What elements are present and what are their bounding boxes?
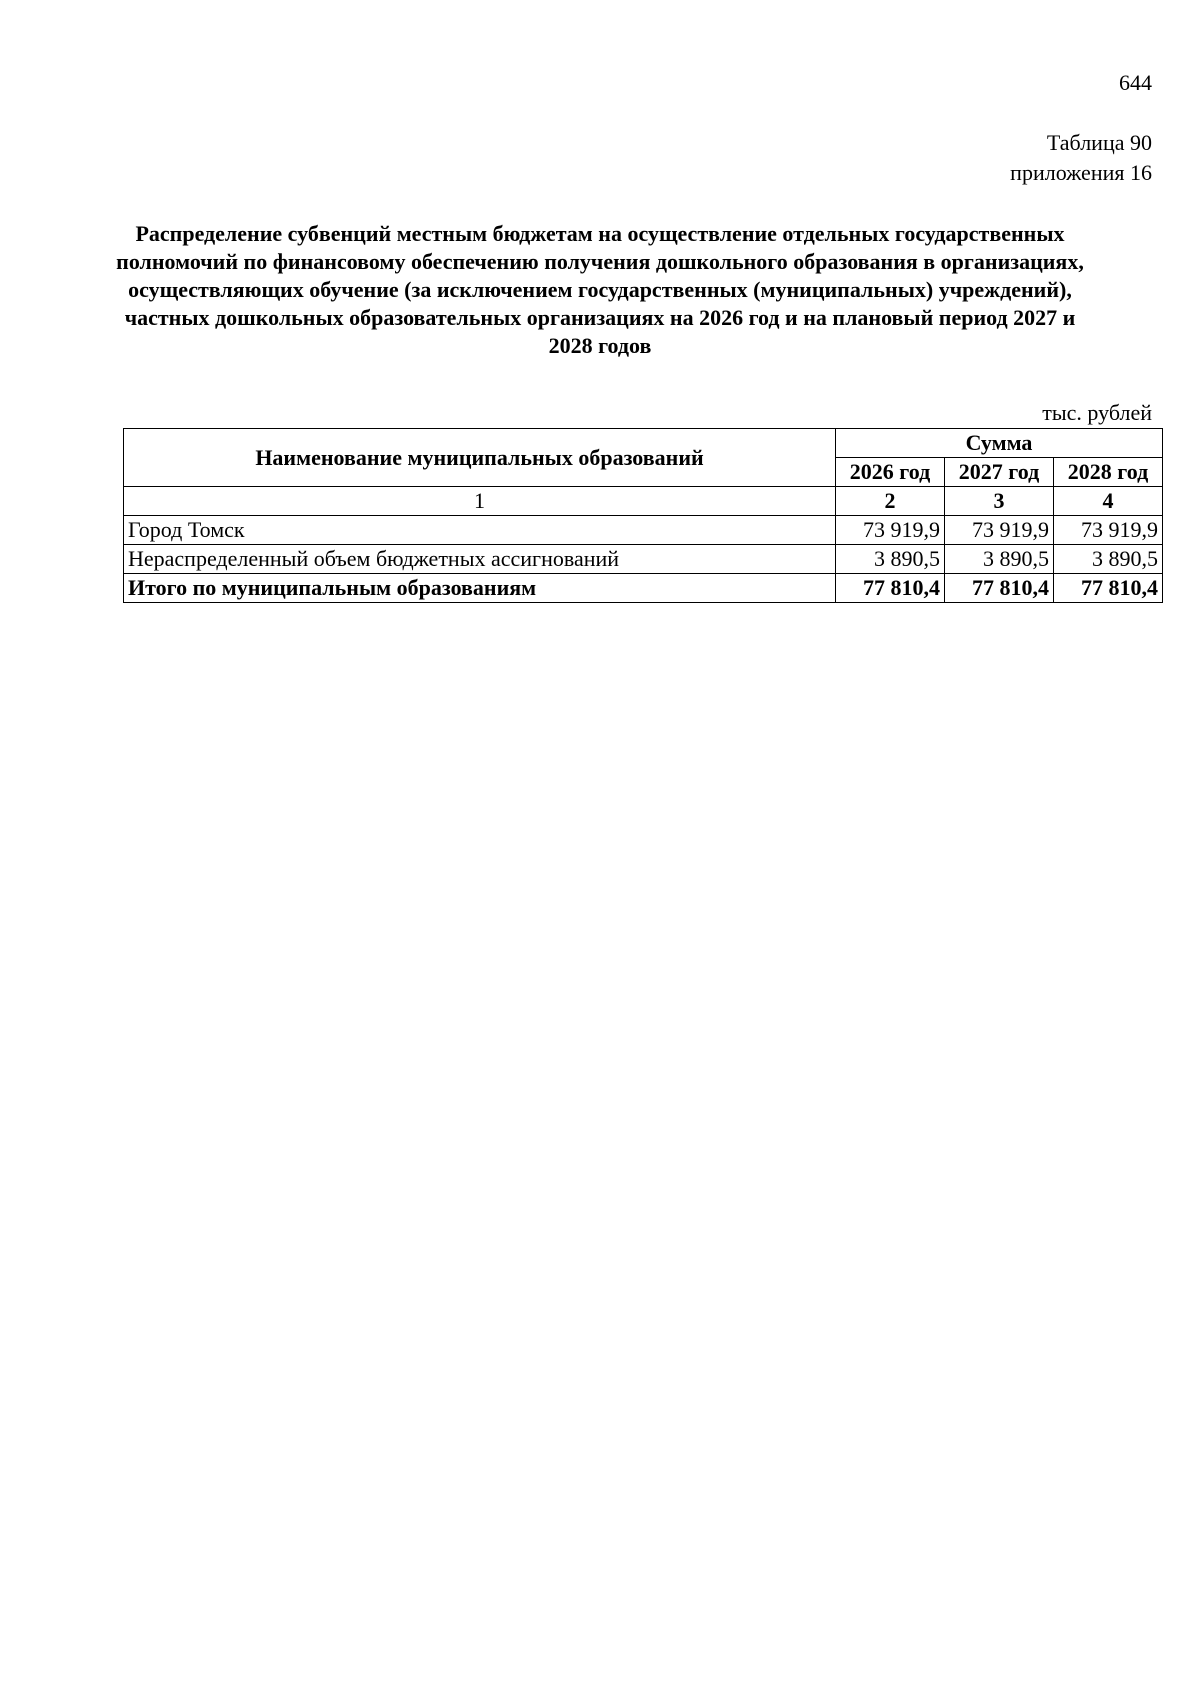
row-value: 73 919,9 [945,516,1054,545]
row-name: Город Томск [124,516,836,545]
table-row [124,516,1163,545]
document-title: Распределение субвенций местным бюджетам на осуществление отдельных государственных полномочий по финансовому обеспечению получения дошкольного образования в организациях, осуществляющих обучение (за исключением государственных (муниципальных) учреждений), частных дошкольных образовательных организациях на 2026 год и на плановый период 2027 и 2028 годов [116,221,1084,358]
total-value: 77 810,4 [836,574,945,603]
row-value: 3 890,5 [836,545,945,574]
header-year: 2027 год [945,458,1054,487]
table-row [124,545,1163,574]
table-reference [1010,128,1152,188]
col-number: 2 [836,487,945,516]
header-sum: Сумма [836,429,1163,458]
row-name: Нераспределенный объем бюджетных ассигнований [124,545,836,574]
header-name: Наименование муниципальных образований [124,429,836,487]
col-number: 3 [945,487,1054,516]
subvention-table [123,428,1163,603]
header-year: 2028 год [1054,458,1163,487]
total-name: Итого по муниципальным образованиям [124,574,836,603]
appendix-number: приложения 16 [1010,160,1152,185]
header-year: 2026 год [836,458,945,487]
row-value: 3 890,5 [945,545,1054,574]
row-value: 3 890,5 [1054,545,1163,574]
col-number: 1 [124,487,836,516]
units-label: тыс. рублей [1042,400,1152,425]
total-row [124,574,1163,603]
row-value: 73 919,9 [1054,516,1163,545]
col-number: 4 [1054,487,1163,516]
total-value: 77 810,4 [1054,574,1163,603]
total-value: 77 810,4 [945,574,1054,603]
row-value: 73 919,9 [836,516,945,545]
table-number: Таблица 90 [1046,130,1152,155]
page-number: 644 [1119,70,1152,95]
